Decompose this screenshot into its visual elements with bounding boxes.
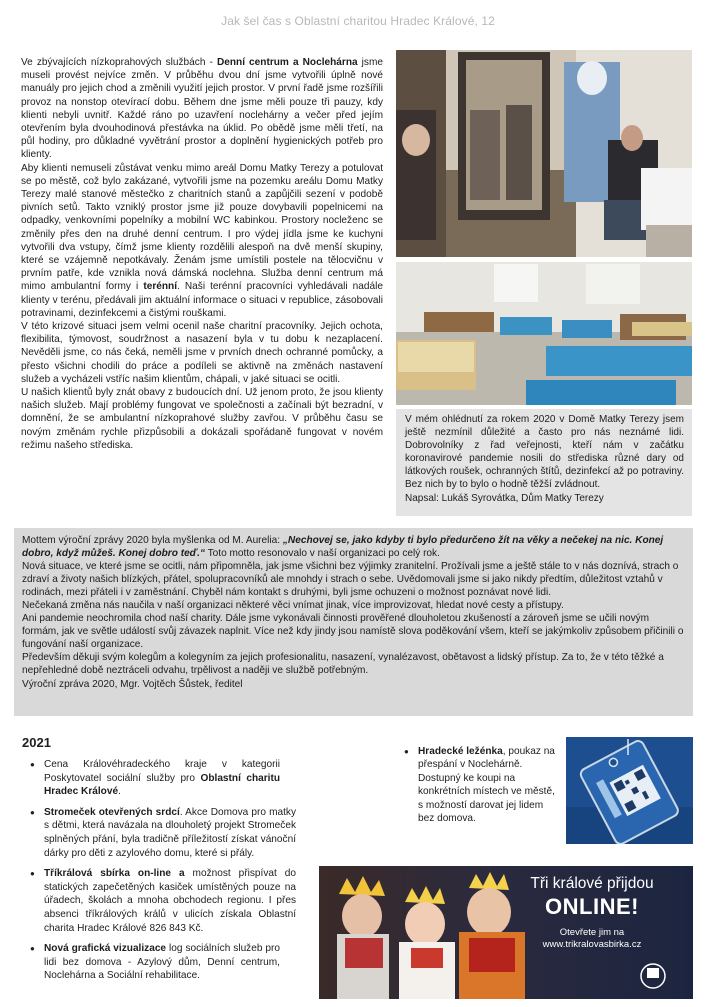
year-heading: 2021 <box>22 735 51 750</box>
intro-paragraph: Aby klienti nemuseli zůstávat venku mimo areál Domu Matky Terezy a potulovat se po městě, což bylo zakázané, vytvořili jsme na pozemku areálu Domu Matky Terezy malé stanové městečko z charitních stanů a zapůjčili sezení v podobě pivních setů. Takto vzniklý prostor jsme již pouze dovybavili popelnicemi na odpadky, venkovními popelníky a mobilní WC kabinkou. Prostory nocleženc se změnily přes den na druhé denní centrum. I pro výdej jídla jsme ke kuchyni vytvořili dva vstupy, čímž jsme klienty rozdělili alespoň na dvě menší skupiny, které se vzájemně nepotkávaly. Ženám jsme umístili postele na tělocvičnu v prvním patře, kde vznikla nová dámská noclehna. Služba denní centrum má mimo ambulantní formy i terénní. Naši terénní pracovníci vyhledávali nadále klienty v terénu, předávali jim aktuální informace o situaci v republice, zásobovali potravinami, dezinfekcemi a čistými rouškami. <box>21 162 383 319</box>
annual-report-box <box>14 528 693 716</box>
volunteer-note-signature: Napsal: Lukáš Syrovátka, Dům Matky Terezy <box>405 492 604 504</box>
banner-line3: Otevřete jim na www.trikralovasbirka.cz <box>507 927 677 950</box>
voucher-tag-qr-image <box>566 737 693 844</box>
banner-text <box>507 875 677 950</box>
intro-paragraph: U našich klientů byly znát obavy z budoucích dní. Už jenom proto, že jsou klienty našich služeb. Mají problémy fungovat ve společnosti a začínali být bezradní, v domnění, že se ambulantní nízkoprahové služby zavřou. V průběhu času se novým změnám rychle přizpůsobili a dokázali spořádaně fungovat v novém režimu našeho střediska. <box>21 387 383 451</box>
intro-paragraph: Ve zbývajících nízkoprahových službách - Denní centrum a Noclehárna jsme museli provést nejvíce změn. V průběhu dvou dní jsme vytvořili úplně nové manuály pro jejich chod a změnili využití jejich prostor. V první řadě jsme rozšířili provoz na nonstop otevírací dobu. Během dne jsme měli pouze tři pauzy, kdy klienti nebyli uvnitř. Každé ráno po uzavření noclehárny a večer před jejím otevřením byla dvouhodinová přestávka na úklid. Po obědě jsme měli třetí, na půl hodiny, pro důkladné vyvětrání prostor a doplnění hygienických potřeb pro klienty. <box>21 57 383 161</box>
banner-online: ONLINE! <box>545 894 639 919</box>
page-header: Jak šel čas s Oblastní charitou Hradec Králové, 12 <box>221 14 495 28</box>
volunteer-note-text: V mém ohlédnutí za rokem 2020 v Domě Matky Terezy jsem ještě nezmínil důležité a často pro nás neznámé lidi. Dobrovolníky z řad veřejnosti, kteří nám v začátku koronavirové pandemie nosili do střediska různé dary od látkových roušek, ochranných štítů, dezinfekcí až po potraviny. Bez nich by to bylo o hodně těžší zvládnout. <box>405 414 684 491</box>
intro-article <box>21 56 383 452</box>
list-item: ● Tříkrálová sbírka on-line a možnost přispívat do statických zapečetěných kasiček umístěných pouze na úřadech, školách a mnoha obchodech regionu. I přes absenci tříkrálových králů v ulicích získala Oblastní charita Hradec Králové 826 843 Kč. <box>30 867 296 935</box>
dormitory-beds-photo <box>396 262 692 405</box>
annual-motto: Mottem výroční zprávy 2020 byla myšlenka od M. Aurelia: „Nechovej se, jako kdyby ti bylo předurčeno žít na věky a nečekej na nic. Konej dobro, když můžeš. Konej dobro teď.“ Toto motto resonovalo v naší organizaci po celý rok. <box>22 535 664 560</box>
annual-signature: Výroční zpráva 2020, Mgr. Vojtěch Šůstek, ředitel <box>22 678 243 690</box>
annual-paragraph: Nečekaná změna nás naučila v naší organizaci některé věci vnímat jinak, více improvizovat, hledat nové cesty a přístupy. <box>22 600 564 612</box>
covid-testing-photo <box>396 50 692 257</box>
three-kings-children-banner <box>319 866 693 999</box>
list-item: ● Stromeček otevřených srdcí. Akce Domova pro matky s dětmi, která navázala na dlouholetý projekt Stromeček splněných přání, byla tradičně příležitostí získat vánoční dárky pro děti z azylového domu, které si přály. <box>30 806 296 860</box>
banner-url: www.trikralovasbirka.cz <box>542 938 642 950</box>
awards-list <box>30 758 296 990</box>
lezenka-item: ● Hradecké ležénka, poukaz na přespání v Noclehárně. Dostupný ke koupi na konkrétních místech ve městě, s možností darovat jej lidem bez domova. <box>404 745 560 825</box>
list-item: ● Nová grafická vizualizace log sociálních služeb pro lidi bez domova - Azylový dům, Denní centrum, Noclehárna a Sociální rehabilitace. <box>30 942 280 983</box>
annual-paragraph: Především děkuji svým kolegům a kolegyním za jejich profesionalitu, nasazení, vynalézavost, obětavost a lidský přístup. Za to, že v této těžké a nepřehledné době neztráceli odvahu, trpělivost a naději ve službě potřebným. <box>22 652 664 677</box>
list-item: ● Cena Královéhradeckého kraje v kategorii Poskytovatel sociální služby pro Oblastní charitu Hradec Králové. <box>30 758 280 799</box>
annual-paragraph: Ani pandemie neochromila chod naší charity. Dále jsme vykonávali činnosti prověřené dlouholetou zkušeností a zároveň jsme se učili novým formám, jak ve světle událostí svůj závazek naplnit. Více než kdy jindy jsou namístě slova poděkování všem, kteří se jakýmkoliv způsobem přičinili o fungování naší organizace. <box>22 613 684 651</box>
annual-paragraph: Nová situace, ve které jsme se ocitli, nám připomněla, jak jsme všichni bez výjimky zranitelní. Prožívali jsme a ještě stále to v nás doznívá, strach o zdraví a životy našich blízkých, přátel, spolupracovníků ale mnohdy i strach o sebe. Uvědomovali jsme si jako nikdy předtím, důležitost vztahů v rodinách, mezi přáteli i v zaměstnání. Chyběl nám kontakt s druhými, byli jsme ochuzeni o možnost poznávat nové lidi. <box>22 561 679 599</box>
banner-line1: Tři králové přijdou <box>530 875 654 892</box>
volunteer-note <box>396 409 692 516</box>
intro-paragraph: V této krizové situaci jsem velmi ocenil naše charitní pracovníky. Jejich ochota, flexibilita, týmovost, soudržnost a nasazení byla v tu dobu k nezaplacení. Nevěděli jsme, co nás čeká, neměli jsme v prvních dnech ochranné pomůcky, a přesto všichni chodili do práce a podíleli se aktivně na změnách nastavení služeb a vycházeli vstříc našim klientům, chápali, v jaké situaci se ocitli. <box>21 321 383 385</box>
